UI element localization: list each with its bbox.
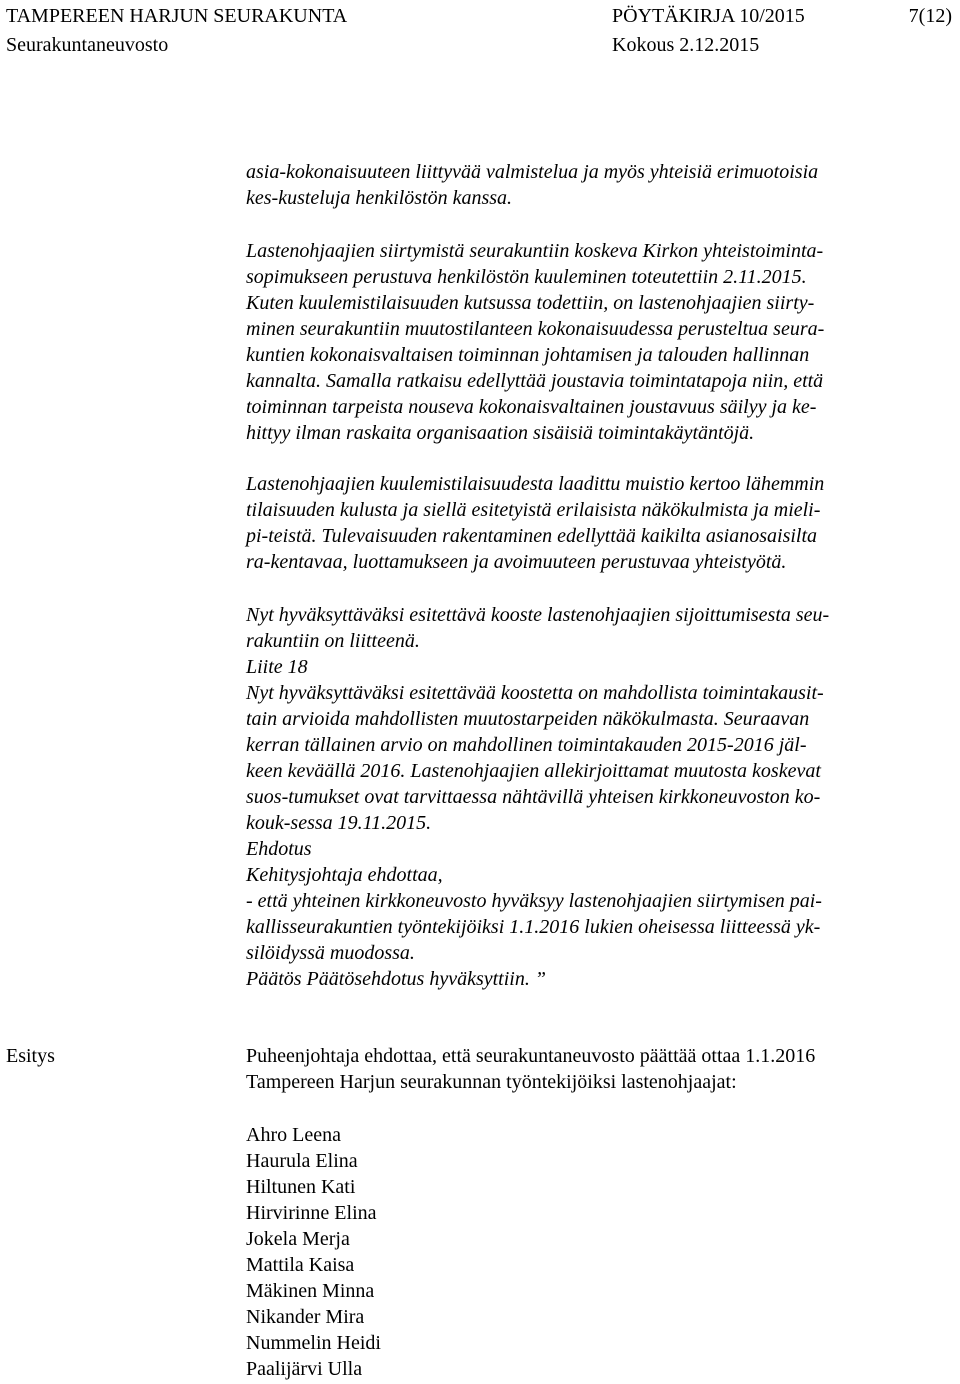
esitys-text [246, 1043, 815, 1095]
text-line: ra-kentavaa, luottamukseen ja avoimuuteen perustuvaa yhteistyötä. [246, 551, 787, 573]
paragraph-5 [246, 654, 824, 992]
document-title: PÖYTÄKIRJA 10/2015 [612, 5, 805, 27]
list-item: Nummelin Heidi [246, 1332, 381, 1354]
list-item: Hirvirinne Elina [246, 1202, 377, 1224]
list-item: Haurula Elina [246, 1150, 358, 1172]
list-item: Mattila Kaisa [246, 1254, 355, 1276]
text-line: kannalta. Samalla ratkaisu edellyttää joustavia toimintatapoja niin, että [246, 370, 824, 392]
list-item: Jokela Merja [246, 1228, 350, 1250]
paragraph-2 [246, 238, 824, 446]
text-line: asia-kokonaisuuteen liittyvää valmistelua ja myös yhteisiä erimuotoisia [246, 161, 819, 183]
text-line: toiminnan tarpeista nouseva kokonaisvaltainen joustavuus säilyy ja ke- [246, 396, 817, 418]
org-name: TAMPEREEN HARJUN SEURAKUNTA [6, 5, 348, 27]
names-list [246, 1122, 381, 1382]
text-line: Tampereen Harjun seurakunnan työntekijöiksi lastenohjaajat: [246, 1071, 737, 1093]
text-line: kallisseurakuntien työntekijöiksi 1.1.2016 lukien oheisessa liitteessä yk- [246, 916, 821, 938]
text-line: kouk-sessa 19.11.2015. [246, 812, 432, 834]
text-line: pi-teistä. Tulevaisuuden rakentaminen edellyttää kaikilta asianosaisilta [246, 525, 818, 547]
text-line: minen seurakuntiin muutostilanteen kokonaisuudessa perusteltua seura- [246, 318, 825, 340]
text-line: rakuntiin on liitteenä. [246, 630, 420, 652]
paragraph-1 [246, 159, 818, 211]
text-line: tilaisuuden kulusta ja siellä esitetyistä erilaisista näkökulmista ja mieli- [246, 499, 821, 521]
text-line: Kuten kuulemistilaisuuden kutsussa todettiin, on lastenohjaajien siirty- [246, 292, 815, 314]
text-line: - että yhteinen kirkkoneuvosto hyväksyy lastenohjaajien siirtymisen pai- [246, 890, 822, 912]
page-number: 7(12) [908, 5, 952, 27]
list-item: Mäkinen Minna [246, 1280, 375, 1302]
text-line: kes-kusteluja henkilöstön kanssa. [246, 187, 513, 209]
paragraph-3 [246, 471, 824, 575]
list-item: Ahro Leena [246, 1124, 341, 1146]
text-line: sopimukseen perustuva henkilöstön kuuleminen toteutettiin 2.11.2015. [246, 266, 807, 288]
attachment-label: Liite 18 [246, 656, 308, 678]
text-line: Nyt hyväksyttäväksi esitettävää koostetta on mahdollista toimintakausit- [246, 682, 824, 704]
list-item: Nikander Mira [246, 1306, 365, 1328]
text-line: Lastenohjaajien siirtymistä seurakuntiin koskeva Kirkon yhteistoiminta- [246, 240, 824, 262]
decision-line: Päätös Päätösehdotus hyväksyttiin. ” [246, 968, 546, 990]
proposal-heading: Ehdotus [246, 838, 312, 860]
text-line: Lastenohjaajien kuulemistilaisuudesta laadittu muistio kertoo lähemmin [246, 473, 825, 495]
text-line: hittyy ilman raskaita organisaation sisäisiä toimintakäytäntöjä. [246, 422, 755, 444]
text-line: silöidyssä muodossa. [246, 942, 415, 964]
paragraph-4 [246, 602, 829, 654]
list-item: Paalijärvi Ulla [246, 1358, 363, 1380]
text-line: kuntien kokonaisvaltaisen toiminnan johtamisen ja talouden hallinnan [246, 344, 810, 366]
list-item: Hiltunen Kati [246, 1176, 356, 1198]
meeting-date: Kokous 2.12.2015 [612, 34, 760, 56]
text-line: suos-tumukset ovat tarvittaessa nähtävillä yhteisen kirkkoneuvoston ko- [246, 786, 821, 808]
department-name: Seurakuntaneuvosto [6, 34, 169, 56]
text-line: kerran tällainen arvio on mahdollinen toimintakauden 2015-2016 jäl- [246, 734, 807, 756]
esitys-label: Esitys [6, 1045, 55, 1067]
text-line: Nyt hyväksyttäväksi esitettävä kooste lastenohjaajien sijoittumisesta seu- [246, 604, 830, 626]
text-line: tain arvioida mahdollisten muutostarpeiden näkökulmasta. Seuraavan [246, 708, 810, 730]
text-line: Kehitysjohtaja ehdottaa, [246, 864, 443, 886]
text-line: Puheenjohtaja ehdottaa, että seurakuntaneuvosto päättää ottaa 1.1.2016 [246, 1045, 816, 1067]
text-line: keen keväällä 2016. Lastenohjaajien allekirjoittamat muutosta koskevat [246, 760, 821, 782]
